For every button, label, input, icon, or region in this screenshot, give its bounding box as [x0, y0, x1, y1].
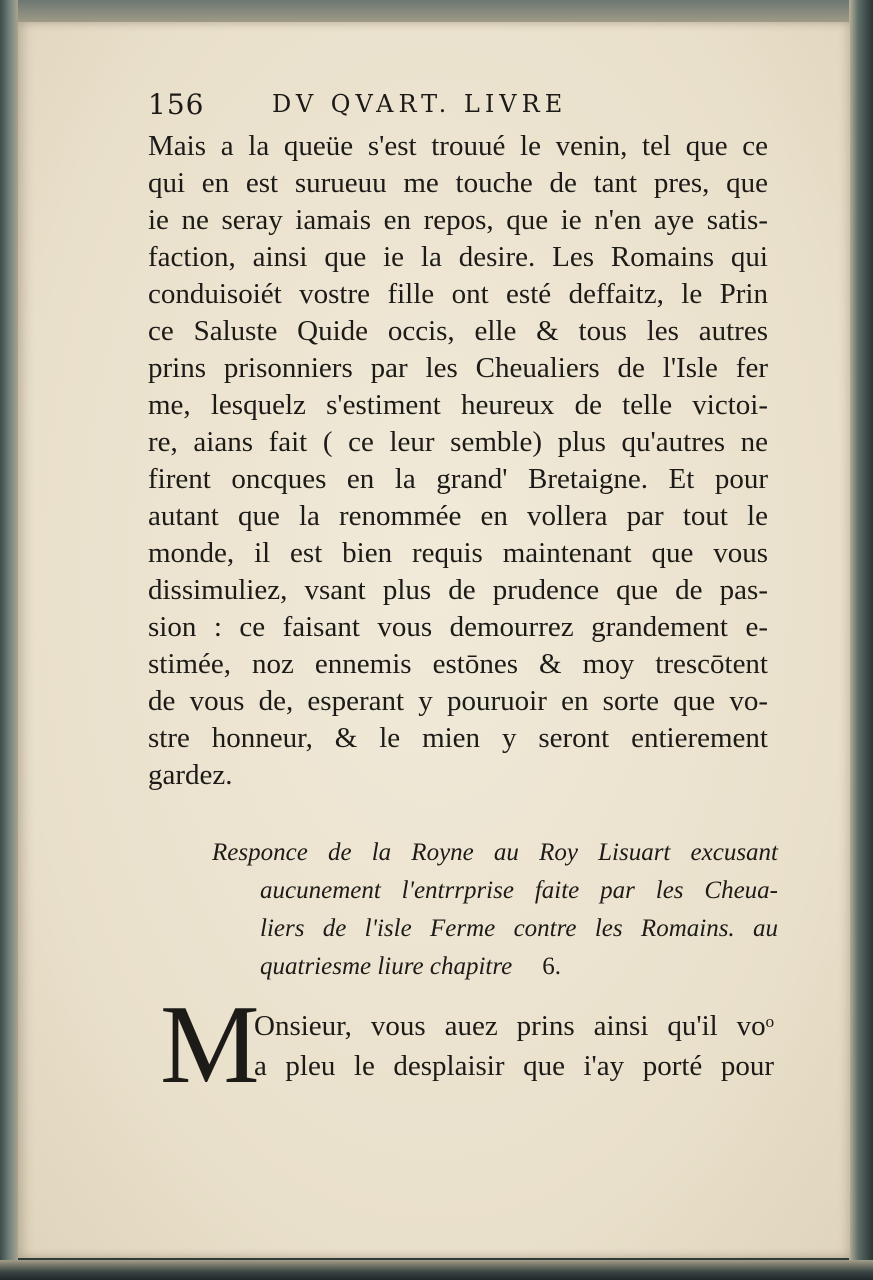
book-bottom-edge: [0, 1260, 873, 1280]
body-line: conduisoiét vostre fille ont esté deffaitz, le Prin: [148, 278, 768, 310]
body-line: faction, ainsi que ie la desire. Les Romains qui: [148, 241, 768, 273]
opening-paragraph: [254, 1006, 774, 1086]
body-line: firent oncques en la grand' Bretaigne. Et pour: [148, 463, 768, 495]
body-line: prins prisonniers par les Cheualiers de l'Isle fer: [148, 352, 768, 384]
body-line: dissimuliez, vsant plus de prudence que de pas-: [148, 574, 768, 606]
chapter-number: 6.: [542, 953, 562, 980]
body-line: de vous de, esperant y pouruoir en sorte que vo-: [148, 685, 768, 717]
opening-line: a pleu le desplaisir que i'ay porté pour: [254, 1050, 774, 1082]
page-number: 156: [148, 88, 205, 121]
body-line: ie ne seray iamais en repos, que ie n'en aye satis-: [148, 204, 768, 236]
body-text: [148, 128, 768, 794]
running-title: DV QVART. LIVRE: [272, 90, 568, 118]
chapter-caption: [212, 834, 778, 986]
book-left-edge: [0, 0, 18, 1280]
body-line: gardez.: [148, 759, 233, 791]
body-line: stimée, noz ennemis estōnes & moy trescōtent: [148, 648, 768, 680]
caption-line: Responce de la Royne au Roy Lisuart excusant: [212, 839, 778, 866]
body-line: me, lesquelz s'estiment heureux de telle victoi-: [148, 389, 768, 421]
body-line: stre honneur, & le mien y seront entierement: [148, 722, 768, 754]
running-head: [148, 88, 768, 128]
body-line: ce Saluste Quide occis, elle & tous les autres: [148, 315, 768, 347]
caption-line: quatriesme liure chapitre: [260, 953, 513, 980]
caption-line: aucunement l'entrrprise faite par les Cheua-: [260, 877, 778, 904]
body-line: sion : ce faisant vous demourrez grandement e-: [148, 611, 768, 643]
opening-line: Onsieur, vous auez prins ainsi qu'il voᵒ: [254, 1010, 774, 1042]
body-line: Mais a la queüe s'est trouué le venin, tel que ce: [148, 130, 768, 162]
body-line: monde, il est bien requis maintenant que vous: [148, 537, 768, 569]
caption-line: liers de l'isle Ferme contre les Romains. au: [260, 915, 778, 942]
drop-cap: M: [160, 983, 260, 1107]
body-line: autant que la renommée en vollera par tout le: [148, 500, 768, 532]
caption-line-last: [212, 948, 778, 986]
body-line: qui en est surueuu me touche de tant pres, que: [148, 167, 768, 199]
body-line: re, aians fait ( ce leur semble) plus qu'autres ne: [148, 426, 768, 458]
book-top-edge: [0, 0, 873, 22]
book-right-edge: [849, 0, 873, 1280]
